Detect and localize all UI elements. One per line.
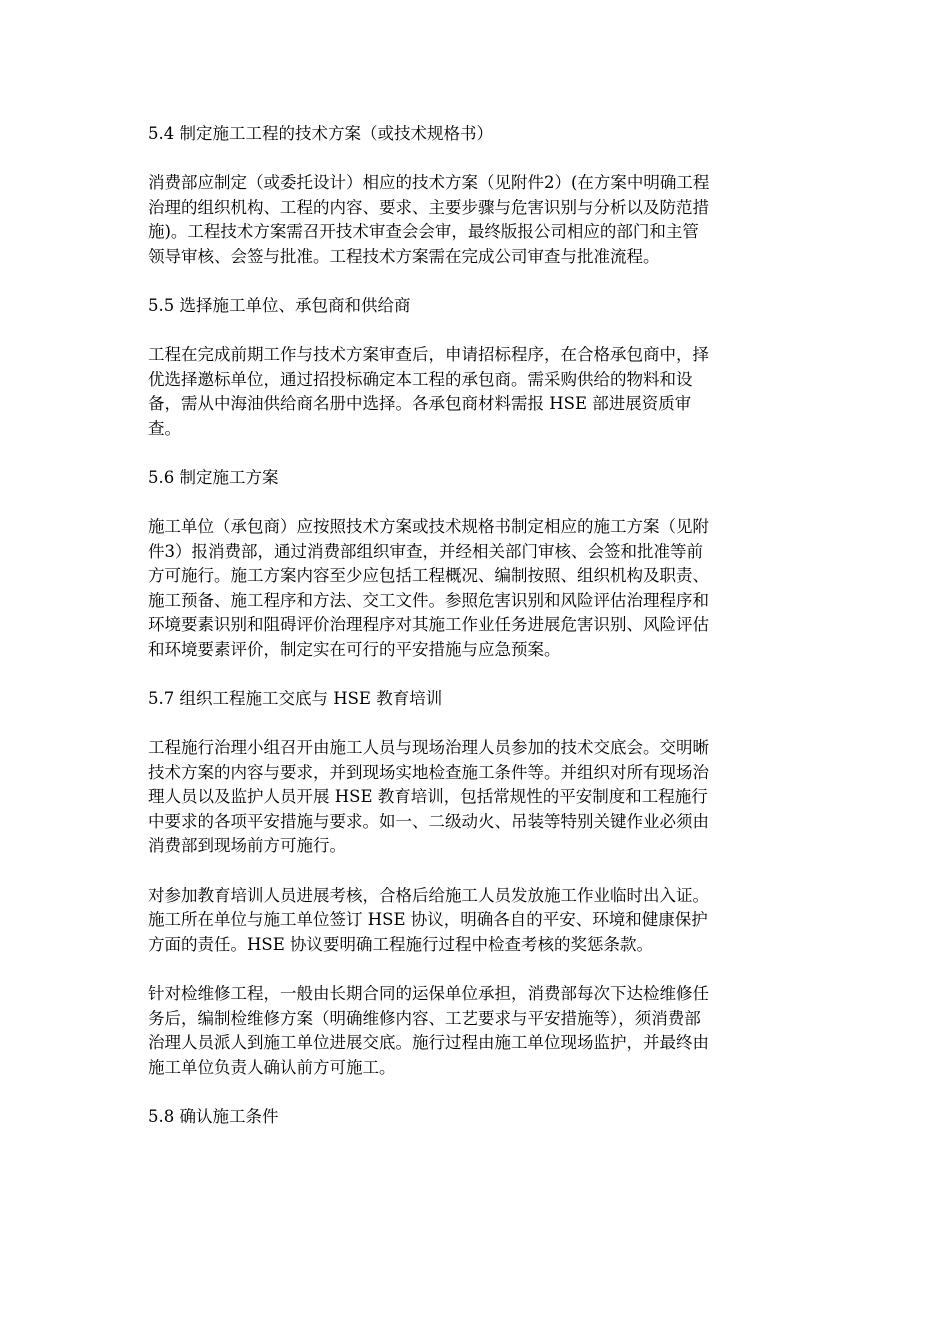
text-line: 施)。工程技术方案需召开技术审查会会审，最终版报公司相应的部门和主管	[148, 222, 699, 241]
text-line: 环境要素识别和阻碍评价治理程序对其施工作业任务进展危害识别、风险评估	[148, 615, 709, 634]
paragraph	[148, 736, 804, 859]
text-line: 工程施行治理小组召开由施工人员与现场治理人员参加的技术交底会。交明晰	[148, 738, 709, 757]
text-line: 查。	[148, 418, 181, 438]
paragraph	[148, 171, 804, 269]
text-line: 治理人员派人到施工单位进展交底。施行过程由施工单位现场监护，并最终由	[148, 1033, 709, 1052]
text-line: 施工预备、施工程序和方法、交工文件。参照危害识别和风险评估治理程序和	[148, 590, 709, 610]
paragraph	[148, 982, 804, 1080]
text-line: 务后，编制检维修方案（明确维修内容、工艺要求与平安措施等），须消费部	[148, 1008, 701, 1028]
text-line: 施工单位（承包商）应按照技术方案或技术规格书制定相应的施工方案（见附	[148, 517, 709, 536]
paragraph	[148, 515, 804, 662]
section-heading-5-7: 5.7 组织工程施工交底与 HSE 教育培训	[148, 689, 443, 708]
text-line: 施工所在单位与施工单位签订 HSE 协议，明确各自的平安、环境和健康保护	[148, 910, 708, 929]
section-heading-5-6: 5.6 制定施工方案	[148, 468, 279, 487]
paragraph	[148, 343, 804, 441]
text-line: 消费部到现场前方可施行。	[148, 836, 346, 855]
text-line: 和环境要素评价，制定实在可行的平安措施与应急预案。	[148, 639, 561, 659]
text-line: 施工单位负责人确认前方可施工。	[148, 1057, 396, 1077]
text-line: 领导审核、会签与批准。工程技术方案需在完成公司审查与批准流程。	[148, 246, 660, 266]
text-line: 工程在完成前期工作与技术方案审查后，申请招标程序，在合格承包商中，择	[148, 345, 709, 364]
text-line: 方可施行。施工方案内容至少应包括工程概况、编制按照、组织机构及职责、	[148, 566, 709, 585]
section-heading-5-8: 5.8 确认施工条件	[148, 1107, 279, 1126]
paragraph	[148, 884, 804, 958]
text-line: 件3）报消费部，通过消费部组织审查，并经相关部门审核、会签和批准等前	[148, 541, 703, 561]
text-line: 技术方案的内容与要求，并到现场实地检查施工条件等。并组织对所有现场治	[148, 762, 709, 782]
text-line: 治理的组织机构、工程的内容、要求、主要步骤与危害识别与分析以及防范措	[148, 197, 709, 217]
section-heading-5-5: 5.5 选择施工单位、承包商和供给商	[148, 296, 411, 315]
text-line: 对参加教育培训人员进展考核，合格后给施工人员发放施工作业临时出入证。	[148, 885, 709, 905]
text-line: 方面的责任。HSE 协议要明确工程施行过程中检查考核的奖惩条款。	[148, 934, 653, 954]
text-line: 中要求的各项平安措施与要求。如一、二级动火、吊装等特别关键作业必须由	[148, 811, 709, 831]
text-line: 备，需从中海油供给商名册中选择。各承包商材料需报 HSE 部进展资质审	[148, 394, 692, 413]
document-page	[148, 122, 804, 1154]
text-line: 理人员以及监护人员开展 HSE 教育培训，包括常规性的平安制度和工程施行	[148, 787, 708, 806]
section-heading-5-4: 5.4 制定施工工程的技术方案（或技术规格书）	[148, 124, 493, 143]
text-line: 优选择邀标单位，通过招投标确定本工程的承包商。需采购供给的物料和设	[148, 369, 693, 389]
text-line: 针对检维修工程，一般由长期合同的运保单位承担，消费部每次下达检维修任	[148, 984, 709, 1003]
text-line: 消费部应制定（或委托设计）相应的技术方案（见附件2）(在方案中明确工程	[148, 173, 710, 192]
